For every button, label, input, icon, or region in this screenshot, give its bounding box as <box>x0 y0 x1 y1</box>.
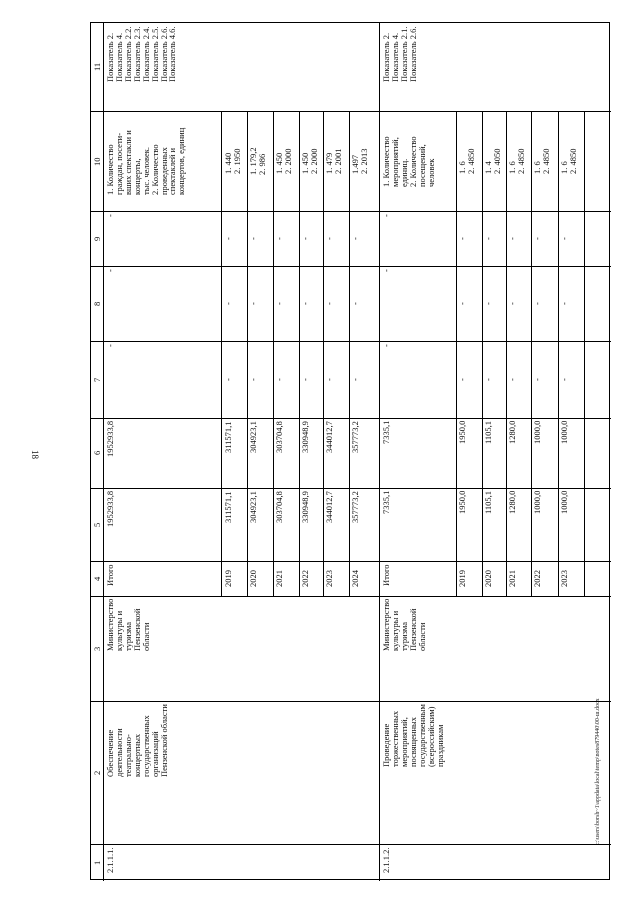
section-executor: Министерство культуры и туризма Пензенской области <box>381 598 427 651</box>
year-v8: - <box>248 302 258 305</box>
year-label: 2022 <box>300 570 310 587</box>
year-v9: - <box>223 237 233 240</box>
table-rule <box>91 211 611 212</box>
total-indicator-description: 1. Количество граждан, посети- вших спектакли и концерты, тыс. человек. 2. Количество проведенных спектаклей и концертов, единиц <box>105 127 187 195</box>
total-v7: - <box>105 344 115 347</box>
year-v5: 1000,0 <box>532 490 542 514</box>
year-label: 2023 <box>559 570 569 587</box>
total-v8: - <box>105 269 115 272</box>
year-v6: 304923,1 <box>248 421 258 453</box>
total-indicator-description: 1. Количество мероприятий, единиц. 2. Количество посещений, человек <box>381 135 436 187</box>
table-rule <box>247 111 248 596</box>
table-rule <box>323 111 324 596</box>
year-v6: 1000,0 <box>559 420 569 444</box>
year-v8: - <box>324 302 334 305</box>
year-v5: 357773,2 <box>350 491 360 523</box>
year-v6: 303704,8 <box>274 421 284 453</box>
table-rule <box>91 111 611 112</box>
table-rule <box>91 341 611 342</box>
year-v6: 311571,1 <box>223 421 233 453</box>
year-v7: - <box>559 378 569 381</box>
table-rule <box>506 111 507 596</box>
year-v5: 1105,1 <box>483 490 493 514</box>
total-v7: - <box>381 344 391 347</box>
year-v10: 1. 4 2. 4050 <box>483 148 502 174</box>
table-rule <box>103 23 104 881</box>
year-v5: 303704,8 <box>274 491 284 523</box>
year-v9: - <box>559 237 569 240</box>
column-header-2: 2 <box>92 770 102 775</box>
year-v5: 304923,1 <box>248 491 258 523</box>
column-header-1: 1 <box>92 860 102 865</box>
table-rule <box>91 561 611 562</box>
year-label: 2022 <box>532 570 542 587</box>
table-rule <box>482 111 483 596</box>
year-v10: 1.497 2. 2013 <box>350 148 369 174</box>
year-v7: - <box>248 378 258 381</box>
column-header-4: 4 <box>92 576 102 581</box>
year-v6: 357773,2 <box>350 421 360 453</box>
year-v9: - <box>532 237 542 240</box>
total-v6: 7335,1 <box>381 420 391 444</box>
year-v7: - <box>457 378 467 381</box>
table-rule <box>349 111 350 596</box>
year-v10: 1. 6 2. 4850 <box>559 148 578 174</box>
year-label: 2021 <box>274 570 284 587</box>
year-v8: - <box>507 302 517 305</box>
table-rule <box>584 111 585 596</box>
year-v6: 1105,1 <box>483 420 493 444</box>
year-v9: - <box>483 237 493 240</box>
table-rule <box>91 266 611 267</box>
document-file-path: c:\users\borsh~1\appdata\local\temp\notes879440\00-ш.docx <box>595 698 601 845</box>
table-rule <box>273 111 274 596</box>
total-v9: - <box>105 214 115 217</box>
year-v10: 1. 6 2. 4850 <box>507 148 526 174</box>
year-v6: 1280,0 <box>507 420 517 444</box>
year-v9: - <box>507 237 517 240</box>
year-v9: - <box>324 237 334 240</box>
section-indicators: Показатель 2. Показатель 4. Показатель 2.2. Показатель 2.3. Показатель 2.4. Показатель 2.5. Показатель 2.6. Показатель 4.6. <box>105 26 178 82</box>
year-v5: 311571,1 <box>223 491 233 523</box>
column-header-9: 9 <box>92 236 102 241</box>
table-rule <box>558 111 559 596</box>
year-v9: - <box>350 237 360 240</box>
year-v10: 1. 479 2. 2001 <box>324 148 343 174</box>
year-v9: - <box>248 237 258 240</box>
column-header-3: 3 <box>92 646 102 651</box>
year-v5: 1950,0 <box>457 490 467 514</box>
total-label: Итого <box>381 564 391 586</box>
table-rule <box>221 111 222 596</box>
year-label: 2019 <box>223 570 233 587</box>
year-label: 2019 <box>457 570 467 587</box>
year-v5: 344012,7 <box>324 491 334 523</box>
year-label: 2021 <box>507 570 517 587</box>
year-v9: - <box>274 237 284 240</box>
year-label: 2024 <box>350 570 360 587</box>
year-v8: - <box>483 302 493 305</box>
year-v8: - <box>223 302 233 305</box>
year-v8: - <box>532 302 542 305</box>
total-v5: 1952933,8 <box>105 490 115 527</box>
total-label: Итого <box>105 564 115 586</box>
year-v7: - <box>507 378 517 381</box>
year-v7: - <box>324 378 334 381</box>
total-v8: - <box>381 269 391 272</box>
year-v10: 1. 6 2. 4850 <box>532 148 551 174</box>
year-v10: 1. 179,2 2. 986 <box>248 147 267 175</box>
year-v8: - <box>559 302 569 305</box>
year-v7: - <box>483 378 493 381</box>
table-rule <box>91 418 611 419</box>
total-v9: - <box>381 214 391 217</box>
total-v5: 7335,1 <box>381 490 391 514</box>
year-label: 2020 <box>483 570 493 587</box>
section-indicators: Показатель 2. Показатель 4. Показатель 2.1. Показатель 2.6. <box>381 26 418 82</box>
page-number: 18 <box>30 450 40 459</box>
table-rule <box>91 488 611 489</box>
table-rule <box>299 111 300 596</box>
table-rule <box>531 111 532 596</box>
year-v6: 344012,7 <box>324 421 334 453</box>
year-v8: - <box>350 302 360 305</box>
year-v5: 1000,0 <box>559 490 569 514</box>
year-v5: 1280,0 <box>507 490 517 514</box>
year-v10: 1. 450 2. 2000 <box>274 148 293 174</box>
year-v10: 1. 440 2. 1950 <box>223 148 242 174</box>
year-v7: - <box>274 378 284 381</box>
column-header-7: 7 <box>92 377 102 382</box>
year-v6: 1950,0 <box>457 420 467 444</box>
year-v10: 1. 6 2. 4850 <box>457 148 476 174</box>
section-id: 2.1.1.2. <box>381 847 391 873</box>
table-rule <box>379 23 380 881</box>
column-header-8: 8 <box>92 301 102 306</box>
table-rule <box>91 844 611 845</box>
year-v8: - <box>300 302 310 305</box>
year-v8: - <box>457 302 467 305</box>
year-v6: 1000,0 <box>532 420 542 444</box>
total-v6: 1952933,8 <box>105 420 115 457</box>
section-executor: Министерство культуры и туризма Пензенской области <box>105 598 151 651</box>
year-label: 2020 <box>248 570 258 587</box>
year-v9: - <box>457 237 467 240</box>
year-v8: - <box>274 302 284 305</box>
section-id: 2.1.1.1. <box>105 847 115 873</box>
section-name: Проведение торжественных мероприятий, посвященных государственным (всероссийским) праздникам <box>381 704 445 767</box>
table-rule <box>91 596 611 597</box>
table-rule <box>456 111 457 596</box>
year-v5: 330948,9 <box>300 491 310 523</box>
year-v7: - <box>532 378 542 381</box>
year-v7: - <box>223 378 233 381</box>
year-label: 2023 <box>324 570 334 587</box>
year-v10: 1. 450 2. 2000 <box>300 148 319 174</box>
column-header-11: 11 <box>92 62 102 71</box>
column-header-5: 5 <box>92 522 102 527</box>
year-v9: - <box>300 237 310 240</box>
table-rule <box>91 701 611 702</box>
column-header-6: 6 <box>92 450 102 455</box>
column-header-10: 10 <box>92 157 102 166</box>
rotated-program-table <box>90 22 610 880</box>
year-v7: - <box>350 378 360 381</box>
year-v6: 330948,9 <box>300 421 310 453</box>
year-v7: - <box>300 378 310 381</box>
section-name: Обеспечение деятельности театрально- концертных государственных организаций Пензенской области <box>105 704 169 777</box>
